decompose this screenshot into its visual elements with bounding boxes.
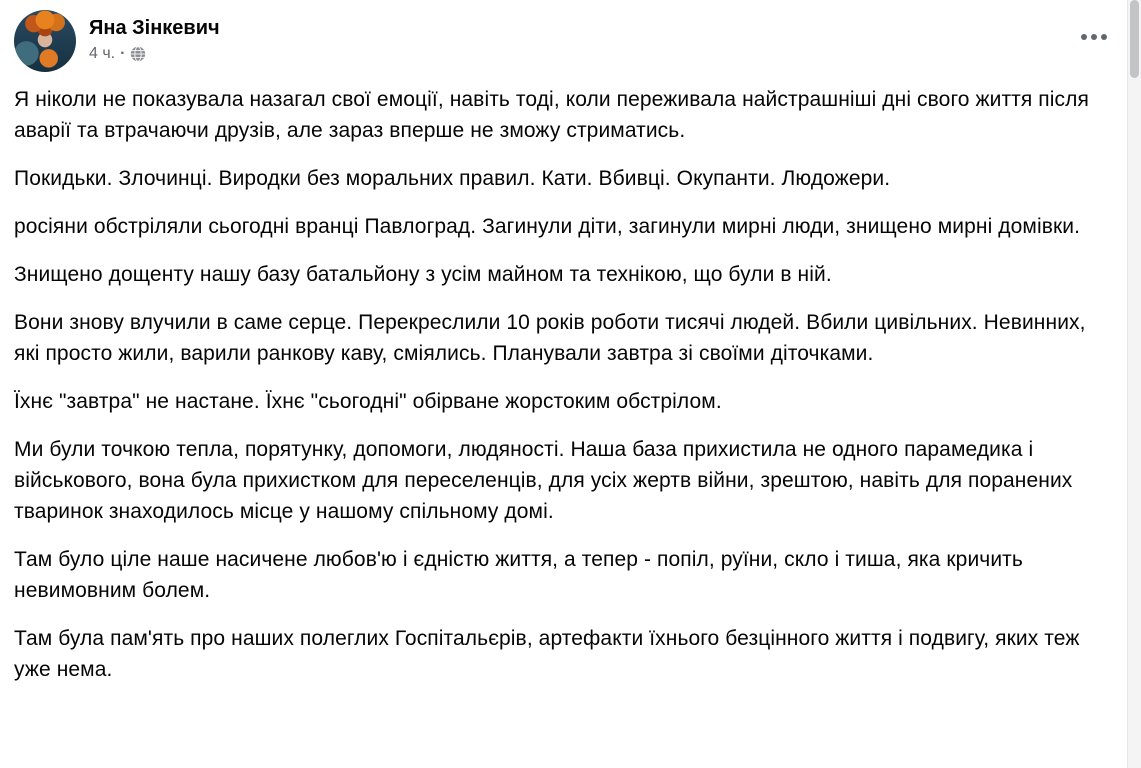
post-body xyxy=(0,76,1141,685)
post-paragraph: Там була пам'ять про наших полеглих Госпітальєрів, артефакти їхнього безцінного життя і подвигу, яких теж уже нема. xyxy=(14,627,1080,681)
ellipsis-icon xyxy=(1081,34,1087,40)
post-paragraph: Там було ціле наше насичене любов'ю і єдністю життя, а тепер - попіл, руїни, скло і тиша, яка кричить невимовним болем. xyxy=(14,548,1023,602)
ellipsis-icon xyxy=(1091,34,1097,40)
post-meta xyxy=(89,45,220,63)
ellipsis-icon xyxy=(1101,34,1107,40)
post-header-text xyxy=(89,10,220,63)
scrollbar-thumb[interactable] xyxy=(1130,0,1139,78)
avatar[interactable] xyxy=(14,10,76,72)
post-paragraph: росіяни обстріляли сьогодні вранці Павлоград. Загинули діти, загинули мирні люди, знищено мирні домівки. xyxy=(14,215,1081,238)
globe-icon xyxy=(130,46,146,62)
post-paragraph: Покидьки. Злочинці. Виродки без моральних правил. Кати. Вбивці. Окупанти. Людожери. xyxy=(14,167,891,190)
post-header xyxy=(0,0,1141,76)
meta-separator: · xyxy=(120,45,126,62)
post-paragraph: Їхнє "завтра" не настане. Їхнє "сьогодні" обірване жорстоким обстрілом. xyxy=(14,390,722,413)
post-paragraph: Ми були точкою тепла, порятунку, допомоги, людяності. Наша база прихистила не одного парамедика і військового, вона була прихистком для переселенців, для усіх жертв війни, зрештою, навіть для поранених тваринок знаходилось місце у нашому спільному домі. xyxy=(14,438,1073,523)
timestamp[interactable]: 4 ч. xyxy=(89,45,116,62)
post-paragraph: Знищено дощенту нашу базу батальйону з усім майном та технікою, що були в ній. xyxy=(14,263,832,286)
post-paragraph: Вони знову влучили в саме серце. Перекреслили 10 років роботи тисячі людей. Вбили цивільних. Невинних, які просто жили, варили ранкову каву, сміялись. Планували завтра зі своїми діточками. xyxy=(14,311,1086,365)
author-name[interactable]: Яна Зінкевич xyxy=(89,17,220,39)
post-options-button[interactable] xyxy=(1077,26,1111,48)
scrollbar[interactable] xyxy=(1127,0,1141,768)
post-paragraph: Я ніколи не показувала назагал свої емоції, навіть тоді, коли переживала найстрашніші дні свого життя після аварії та втрачаючи друзів, але зараз вперше не зможу стриматись. xyxy=(14,88,1089,142)
